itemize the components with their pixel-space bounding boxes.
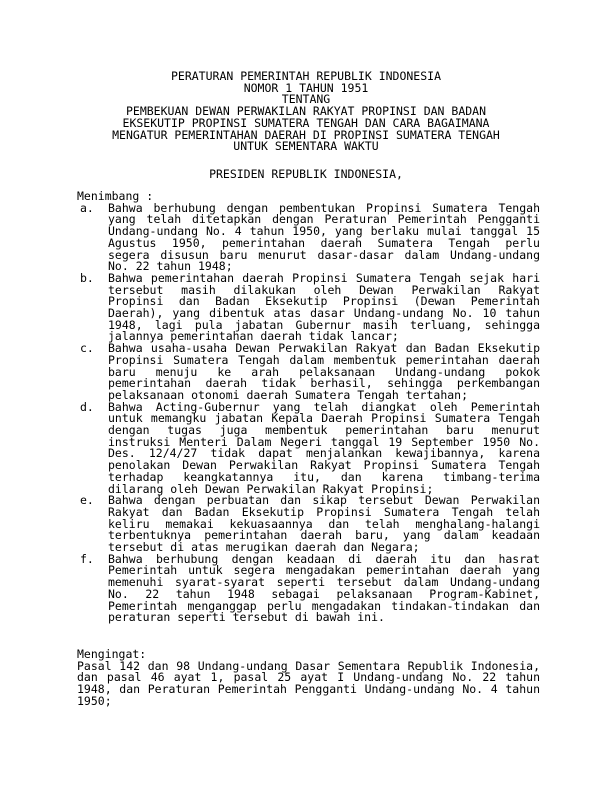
mengingat-text-line: dan pasal 46 ayat 1, pasal 25 ayat I Undang-undang No. 22 tahun: [77, 670, 540, 685]
item-text-line: yang telah ditetapkan dengan Peraturan Pemerintah Pengganti: [108, 212, 540, 227]
item-text-line: Bahwa Acting-Gubernur yang telah diangkat oleh Pemerintah: [108, 399, 540, 414]
title-line: TENTANG: [281, 92, 331, 107]
item-label: e.: [80, 493, 94, 508]
mengingat-text-line: 1950;: [77, 693, 112, 708]
item-label: f.: [80, 551, 94, 566]
item-text-line: dengan tugas juga membentuk pemerintahan baru menurut: [108, 423, 540, 437]
item-text-line: 1948, lagi pula jabatan Gubernur masih terluang, sehingga: [108, 317, 540, 332]
item-text-line: Bahwa pemerintahan daerah Propinsi Sumatera Tengah sejak hari: [108, 270, 540, 285]
president-heading: PRESIDEN REPUBLIK INDONESIA,: [209, 167, 403, 181]
item-text-line: Des. 12/4/27 tidak dapat menjalankan kewajibannya, karena: [108, 446, 540, 461]
menimbang-heading: Menimbang :: [77, 189, 154, 203]
item-text-line: segera disusun baru menurut dasar-dasar dalam Undang-undang: [108, 247, 540, 262]
item-text-line: instruksi Menteri Dalam Negeri tanggal 19 September 1950 No.: [108, 434, 540, 449]
item-text-line: terhadap keangkatannya itu, dan karena timbang-terima: [108, 469, 540, 484]
title-line: PERATURAN PEMERINTAH REPUBLIK INDONESIA: [170, 69, 442, 83]
item-text-line: Bahwa usaha-usaha Dewan Perwakilan Rakyat dan Badan Eksekutip: [108, 341, 540, 356]
item-text-line: Pemerintah menganggap perlu mengadakan tindakan-tindakan dan: [108, 598, 540, 613]
item-text-line: penolakan Dewan Perwakilan Rakyat Propinsi Sumatera Tengah: [108, 458, 540, 473]
item-text-line: tersebut masih dilakukan oleh Dewan Perwakilan Rakyat: [108, 282, 540, 297]
item-text-line: memenuhi syarat-syarat seperti tersebut dalam Undang-undang: [108, 575, 540, 590]
item-label: a.: [80, 200, 94, 215]
item-text-line: Undang-undang No. 4 tahun 1950, yang berlaku mulai tanggal 15: [108, 224, 540, 239]
title-line: NOMOR 1 TAHUN 1951: [243, 80, 369, 95]
item-text-line: Bahwa berhubung dengan pembentukan Propinsi Sumatera Tengah: [108, 200, 540, 215]
item-text-line: pelaksanaan otonomi daerah Sumatera Tengah tertahan;: [108, 387, 469, 402]
item-text-line: dilarang oleh Dewan Perwakilan Rakyat Propinsi;: [108, 481, 434, 496]
item-label: d.: [80, 399, 94, 414]
item-text-line: keliru memakai kekuasaannya dan telah menghalang-halangi: [108, 516, 540, 531]
item-text-line: Bahwa dengan perbuatan dan sikap tersebut Dewan Perwakilan: [108, 493, 540, 508]
title-line: EKSEKUTIP PROPINSI SUMATERA TENGAH DAN CARA BAGAIMANA: [122, 115, 490, 130]
item-text-line: peraturan seperti tersebut di bawah ini.: [108, 610, 385, 625]
title-line: PEMBEKUAN DEWAN PERWAKILAN RAKYAT PROPINSI DAN BADAN: [125, 104, 487, 119]
item-text-line: No. 22 tahun 1948 sebagai pelaksanaan Program-Kabinet,: [108, 586, 540, 601]
item-text-line: Rakyat dan Badan Eksekutip Propinsi Sumatera Tengah telah: [108, 504, 540, 519]
item-text-line: Agustus 1950, pemerintahan daerah Sumatera Tengah perlu: [108, 235, 540, 250]
item-text-line: Propinsi Sumatera Tengah dalam membentuk pemerintahan daerah: [108, 352, 540, 367]
mengingat-text-line: 1948, dan Peraturan Pemerintah Pengganti Undang-undang No. 4 tahun: [77, 682, 540, 697]
item-text-line: Daerah), yang dibentuk atas dasar Undang-undang No. 10 tahun: [108, 306, 540, 320]
item-text-line: Pemerintah untuk segera mengadakan pemerintahan daerah yang: [108, 563, 540, 578]
item-text-line: untuk memangku jabatan Kepala Daerah Propinsi Sumatera Tengah: [108, 411, 540, 426]
item-text-line: Bahwa berhubung dengan keadaan di daerah itu dan hasrat: [108, 551, 540, 566]
item-text-line: Propinsi dan Badan Eksekutip Propinsi (Dewan Pemerintah: [108, 294, 540, 309]
title-line: UNTUK SEMENTARA WAKTU: [233, 139, 379, 154]
item-text-line: tersebut di atas merugikan daerah dan Negara;: [108, 540, 420, 554]
item-text-line: jalannya pemerintahan daerah tidak lancar;: [108, 329, 399, 344]
item-label: b.: [80, 270, 94, 285]
item-text-line: pemerintahan daerah tidak berhasil, sehingga perkembangan: [108, 376, 540, 391]
item-label: c.: [80, 341, 94, 356]
item-text-line: baru menuju ke arah pelaksanaan Undang-undang pokok: [108, 364, 540, 379]
item-text-line: No. 22 tahun 1948;: [108, 259, 233, 274]
item-text-line: terbentuknya pemerintahan daerah baru, yang dalam keadaan: [108, 528, 540, 543]
mengingat-heading: Mengingat:: [77, 647, 147, 661]
mengingat-text-line: Pasal 142 dan 98 Undang-undang Dasar Sementara Republik Indonesia,: [77, 658, 540, 673]
title-line: MENGATUR PEMERINTAHAN DAERAH DI PROPINSI SUMATERA TENGAH: [112, 127, 500, 142]
